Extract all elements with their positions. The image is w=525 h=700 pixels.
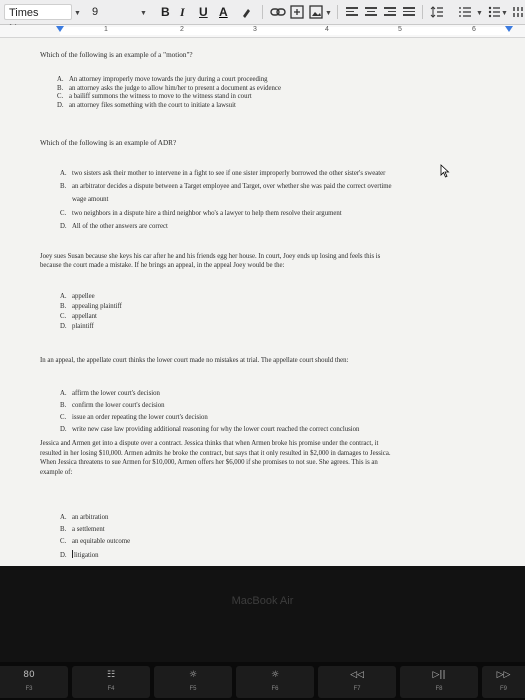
- question-5-option-b[interactable]: B. a settlement: [60, 526, 105, 533]
- laptop-bezel: [0, 566, 525, 662]
- key-f5[interactable]: ☼ F5: [154, 666, 232, 698]
- align-left-icon[interactable]: [346, 7, 358, 17]
- image-dropdown-icon[interactable]: ▼: [325, 10, 332, 17]
- image-icon[interactable]: [309, 0, 323, 24]
- question-1-text: Which of the following is an example of a "motion"?: [40, 51, 193, 59]
- question-5-text: Jessica and Armen get into a dispute over a contract. Jessica thinks that when Armen broke his promise under the contract, it resulted in her losing $10,000. Armen admits he broke the contract, but says that it only resulted in $2,000 in damages to Jessica. When Jessica threatens to sue Armen for $10,000, Armen offers her $6,000 if she promises to not sue. She agrees. This is an example of:: [40, 440, 391, 476]
- mouse-pointer-icon: [440, 164, 450, 178]
- ruler-mark: 1: [104, 26, 108, 33]
- question-1-option-c[interactable]: C. a bailiff summons the witness to move to the witness stand in court: [57, 93, 252, 100]
- checklist-icon[interactable]: [512, 0, 524, 24]
- italic-button[interactable]: I: [180, 5, 185, 19]
- question-1-option-b[interactable]: B. an attorney asks the judge to allow him/her to present a document as evidence: [57, 84, 281, 92]
- rewind-icon: ◁◁: [350, 670, 364, 680]
- fast-forward-icon: ▷▷: [496, 670, 511, 680]
- function-key-row: [0, 662, 525, 700]
- play-pause-icon: ▷||: [432, 670, 446, 680]
- question-1-option-d[interactable]: D. an attorney files something with the court to initiate a lawsuit: [57, 101, 236, 109]
- question-4-option-a[interactable]: A. affirm the lower court's decision: [60, 390, 160, 397]
- key-f3[interactable]: 80 F3: [0, 666, 68, 698]
- launchpad-icon: ☷: [106, 670, 116, 680]
- bulleted-list-dropdown-icon[interactable]: ▼: [501, 10, 508, 17]
- question-3-option-c[interactable]: C. appellant: [60, 313, 97, 320]
- question-5-option-a[interactable]: A. an arbitration: [60, 514, 109, 521]
- link-icon[interactable]: [270, 0, 286, 24]
- font-size-value: 9: [92, 6, 99, 18]
- align-center-icon[interactable]: [365, 7, 377, 17]
- numbered-list-dropdown-icon[interactable]: ▼: [476, 10, 483, 17]
- key-f6[interactable]: ☼ F6: [236, 666, 314, 698]
- ruler[interactable]: [0, 25, 525, 38]
- ruler-mark: 6: [472, 26, 476, 33]
- question-4-option-c[interactable]: C. issue an order repeating the lower court's decision: [60, 414, 208, 421]
- text-color-button[interactable]: A: [219, 5, 228, 19]
- key-f7[interactable]: ◁◁ F7: [318, 666, 396, 698]
- key-f8[interactable]: ▷|| F8: [400, 666, 478, 698]
- question-3-option-d[interactable]: D. plaintiff: [60, 323, 94, 330]
- document-page[interactable]: [0, 38, 525, 566]
- numbered-list-icon[interactable]: [458, 0, 472, 24]
- text-cursor: [72, 550, 73, 558]
- font-family-value: Times: [9, 7, 39, 19]
- keyboard-brightness-down-icon: ☼: [188, 670, 198, 680]
- question-2-option-b-continued: wage amount: [72, 196, 109, 203]
- font-size-select[interactable]: [92, 0, 124, 24]
- question-3-text: Joey sues Susan because she keys his car after he and his friends egg her house. In court, Joey ends up losing and feels this is because the court made a mistake. If he brings an appeal, in the appeal Joey would be the:: [40, 253, 381, 270]
- question-4-option-d[interactable]: D. write new case law providing additional reasoning for why the lower court reached the correct conclusion: [60, 426, 360, 433]
- font-size-dropdown-icon[interactable]: ▼: [140, 10, 147, 17]
- ruler-mark: 5: [398, 26, 402, 33]
- question-5-option-d[interactable]: D. litigation: [60, 552, 99, 559]
- highlight-icon[interactable]: [240, 0, 252, 24]
- font-family-select[interactable]: [4, 4, 72, 20]
- laptop-brand-label: MacBook Air: [231, 595, 294, 607]
- align-justify-icon[interactable]: [403, 7, 415, 17]
- left-indent-marker-icon[interactable]: [56, 26, 64, 32]
- question-2-option-c[interactable]: C. two neighbors in a dispute hire a third neighbor who's a lawyer to help them resolve their argument: [60, 210, 342, 217]
- question-3-option-b[interactable]: B. appealing plaintiff: [60, 303, 122, 310]
- align-right-icon[interactable]: [384, 7, 396, 17]
- ruler-mark: 4: [325, 26, 329, 33]
- question-2-text: Which of the following is an example of ADR?: [40, 139, 177, 147]
- question-5-option-c[interactable]: C. an equitable outcome: [60, 538, 131, 545]
- question-2-option-d[interactable]: D. All of the other answers are correct: [60, 223, 168, 230]
- question-3-option-a[interactable]: A. appellee: [60, 293, 95, 300]
- key-f9[interactable]: ▷▷ F9: [482, 666, 525, 698]
- keyboard-brightness-up-icon: ☼: [270, 670, 280, 680]
- mission-control-icon: 80: [23, 670, 35, 680]
- ruler-mark: 3: [253, 26, 257, 33]
- ruler-mark: 2: [180, 26, 184, 33]
- insert-comment-icon[interactable]: [290, 0, 304, 24]
- question-2-option-b[interactable]: B. an arbitrator decides a dispute between a Target employee and Target, over whether she was paid the correct overtime: [60, 183, 392, 190]
- key-f4[interactable]: ☷ F4: [72, 666, 150, 698]
- question-4-text: In an appeal, the appellate court thinks the lower court made no mistakes at trial. The appellate court should then:: [40, 357, 349, 364]
- bold-button[interactable]: B: [161, 5, 170, 19]
- line-spacing-icon[interactable]: [430, 0, 444, 24]
- font-family-dropdown-icon[interactable]: ▼: [74, 10, 81, 17]
- underline-button[interactable]: U: [199, 5, 208, 19]
- question-4-option-b[interactable]: B. confirm the lower court's decision: [60, 402, 165, 409]
- question-2-option-a[interactable]: A. two sisters ask their mother to intervene in a fight to see if one sister improperly borrowed the other sister's sweater: [60, 170, 386, 177]
- question-1-option-a[interactable]: A. An attorney improperly move towards the jury during a court proceeding: [57, 76, 268, 83]
- formatting-toolbar: [0, 0, 525, 25]
- bulleted-list-icon[interactable]: [488, 0, 500, 24]
- right-indent-marker-icon[interactable]: [505, 26, 513, 32]
